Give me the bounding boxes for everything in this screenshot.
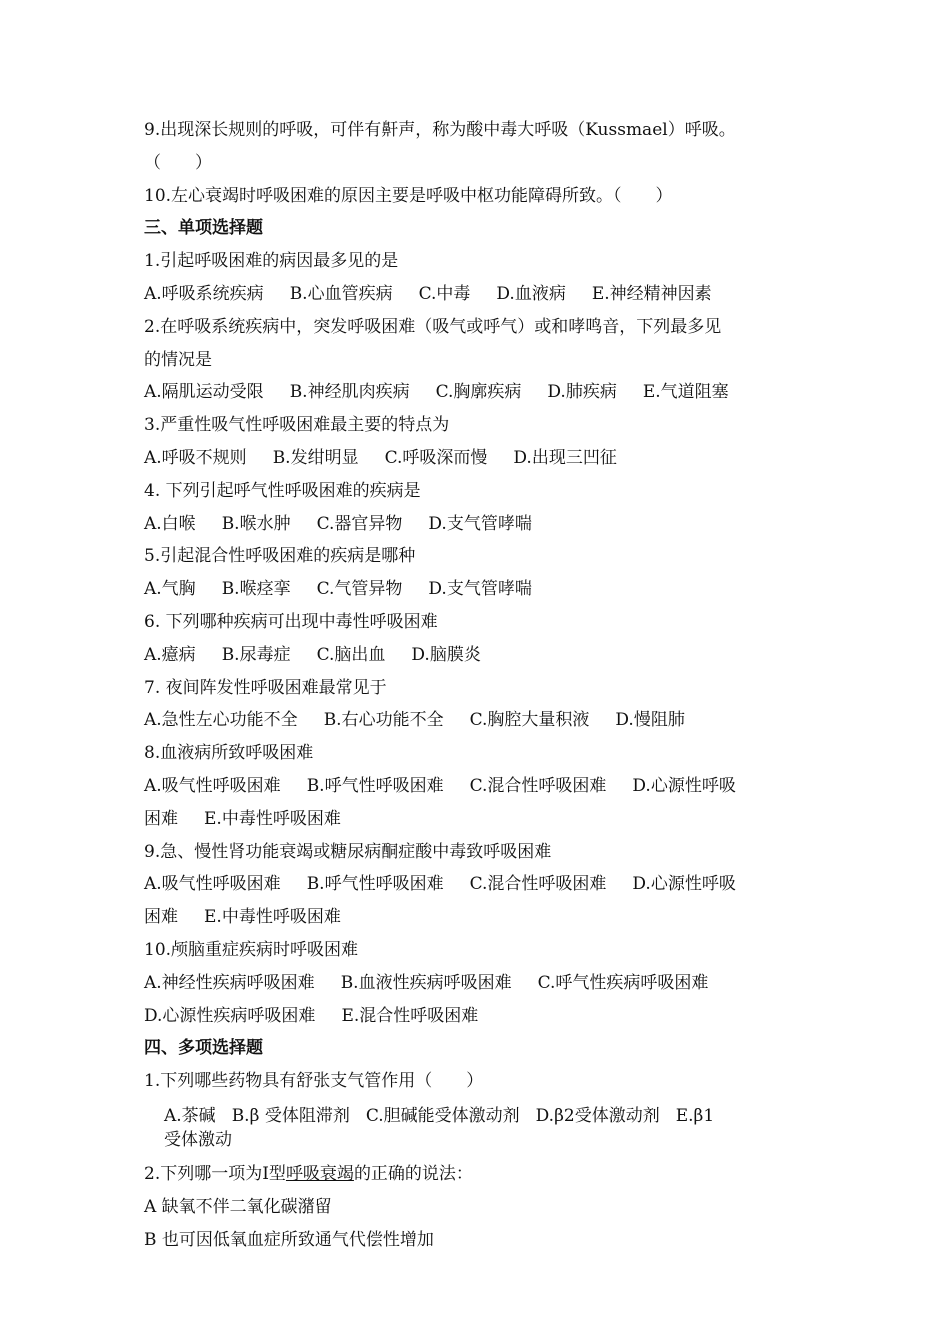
option: A.呼吸不规则 — [144, 447, 247, 468]
option: B.尿毒症 — [221, 644, 291, 665]
option: D.脑膜炎 — [411, 644, 481, 665]
stem-text: 的正确的说法： — [353, 1163, 473, 1184]
question-stem: 3.严重性吸气性呼吸困难最主要的特点为 — [144, 415, 450, 436]
option: C.呼气性疾病呼吸困难 — [537, 972, 709, 993]
option: A 缺氧不伴二氧化碳潴留 — [144, 1196, 332, 1217]
option: B.心血管疾病 — [289, 283, 393, 304]
question-stem: 1.下列哪些药物具有舒张支气管作用（ ） — [144, 1071, 484, 1092]
option: E.混合性呼吸困难 — [341, 1005, 479, 1026]
option: C.胸腔大量积液 — [469, 710, 590, 731]
option: C.中毒 — [418, 283, 471, 304]
option-cont: 困难 — [144, 907, 178, 928]
option: B.右心功能不全 — [323, 710, 444, 731]
option: D.出现三凹征 — [513, 447, 617, 468]
question-stem: 5.引起混合性呼吸困难的疾病是哪种 — [144, 546, 416, 567]
option: C.器官异物 — [316, 513, 403, 534]
option: D.肺疾病 — [547, 382, 617, 403]
option: C.胸廓疾病 — [435, 382, 522, 403]
section-title-multiple-choice: 四、多项选择题 — [144, 1038, 263, 1059]
option: A.神经性疾病呼吸困难 — [144, 972, 315, 993]
option: C.气管异物 — [316, 579, 403, 600]
question-stem — [144, 1158, 824, 1191]
options-row — [144, 901, 824, 934]
question-stem: 6. 下列哪种疾病可出现中毒性呼吸困难 — [144, 611, 438, 632]
option: D.β2受体激动剂 — [535, 1105, 660, 1126]
option: D.慢阻肺 — [615, 710, 685, 731]
options-row — [144, 278, 824, 311]
option: D.心源性呼吸 — [632, 874, 736, 895]
option: A.茶碱 — [164, 1105, 216, 1126]
term-link[interactable]: 呼吸衰竭 — [285, 1163, 354, 1184]
options-row — [144, 1104, 824, 1128]
option: A.吸气性呼吸困难 — [144, 775, 281, 796]
option: B.呼气性呼吸困难 — [306, 874, 444, 895]
options-row — [144, 573, 824, 606]
options-row — [144, 442, 824, 475]
option: A.呼吸系统疾病 — [144, 283, 264, 304]
options-row — [144, 803, 824, 836]
option: D.心源性疾病呼吸困难 — [144, 1005, 316, 1026]
options-row — [144, 639, 824, 672]
question-stem: 2.在呼吸系统疾病中，突发呼吸困难（吸气或呼气）或和哮鸣音，下列最多见 — [144, 316, 722, 337]
question-stem-cont: 的情况是 — [144, 349, 212, 370]
option: A.白喉 — [144, 513, 196, 534]
option: A.吸气性呼吸困难 — [144, 874, 281, 895]
option: B.喉水肿 — [221, 513, 291, 534]
question-stem: 7. 夜间阵发性呼吸困难最常见于 — [144, 677, 387, 698]
document-page — [144, 114, 824, 1256]
options-row — [144, 508, 824, 541]
option: E.气道阻塞 — [642, 382, 729, 403]
tf-question-10: 10.左心衰竭时呼吸困难的原因主要是呼吸中枢功能障碍所致。（ ） — [144, 185, 673, 206]
options-row — [144, 704, 824, 737]
option: D.支气管哮喘 — [428, 513, 532, 534]
question-stem: 10.颅脑重症疾病时呼吸困难 — [144, 939, 359, 960]
option-cont: 受体激动 — [164, 1129, 232, 1150]
option: C.混合性呼吸困难 — [469, 775, 607, 796]
option: B 也可因低氧血症所致通气代偿性增加 — [144, 1229, 434, 1250]
option: C.脑出血 — [316, 644, 386, 665]
option: B.血液性疾病呼吸困难 — [340, 972, 512, 993]
option: D.心源性呼吸 — [632, 775, 736, 796]
option: E.中毒性呼吸困难 — [204, 907, 341, 928]
options-row — [144, 967, 824, 1000]
option: B.β 受体阻滞剂 — [231, 1105, 350, 1126]
options-row — [144, 770, 824, 803]
option: C.混合性呼吸困难 — [469, 874, 607, 895]
options-row — [144, 376, 824, 409]
option: C.胆碱能受体激动剂 — [365, 1105, 520, 1126]
option: D.血液病 — [496, 283, 566, 304]
question-stem: 8.血液病所致呼吸困难 — [144, 743, 314, 764]
tf-question-9-answer-blank: （ ） — [144, 152, 212, 173]
question-stem: 9.急、慢性肾功能衰竭或糖尿病酮症酸中毒致呼吸困难 — [144, 841, 552, 862]
option: A.气胸 — [144, 579, 196, 600]
options-row — [144, 868, 824, 901]
question-stem: 4. 下列引起呼气性呼吸困难的疾病是 — [144, 480, 421, 501]
options-row — [144, 1000, 824, 1033]
option: C.呼吸深而慢 — [384, 447, 488, 468]
option-cont: 困难 — [144, 808, 178, 829]
option: B.喉痉挛 — [221, 579, 291, 600]
question-stem: 1.引起呼吸困难的病因最多见的是 — [144, 251, 399, 272]
option: B.神经肌肉疾病 — [289, 382, 410, 403]
option: D.支气管哮喘 — [428, 579, 532, 600]
stem-text: 2.下列哪一项为Ⅰ型 — [144, 1163, 286, 1184]
option: A.急性左心功能不全 — [144, 710, 298, 731]
option: B.呼气性呼吸困难 — [306, 775, 444, 796]
option: E.β1 — [675, 1105, 715, 1126]
option: A.癔病 — [144, 644, 196, 665]
section-title-single-choice: 三、单项选择题 — [144, 218, 263, 239]
option: B.发绀明显 — [272, 447, 359, 468]
option: A.隔肌运动受限 — [144, 382, 264, 403]
option: E.神经精神因素 — [591, 283, 712, 304]
tf-question-9: 9.出现深长规则的呼吸，可伴有鼾声，称为酸中毒大呼吸（Kussmael）呼吸。 — [144, 120, 736, 140]
option: E.中毒性呼吸困难 — [204, 808, 341, 829]
